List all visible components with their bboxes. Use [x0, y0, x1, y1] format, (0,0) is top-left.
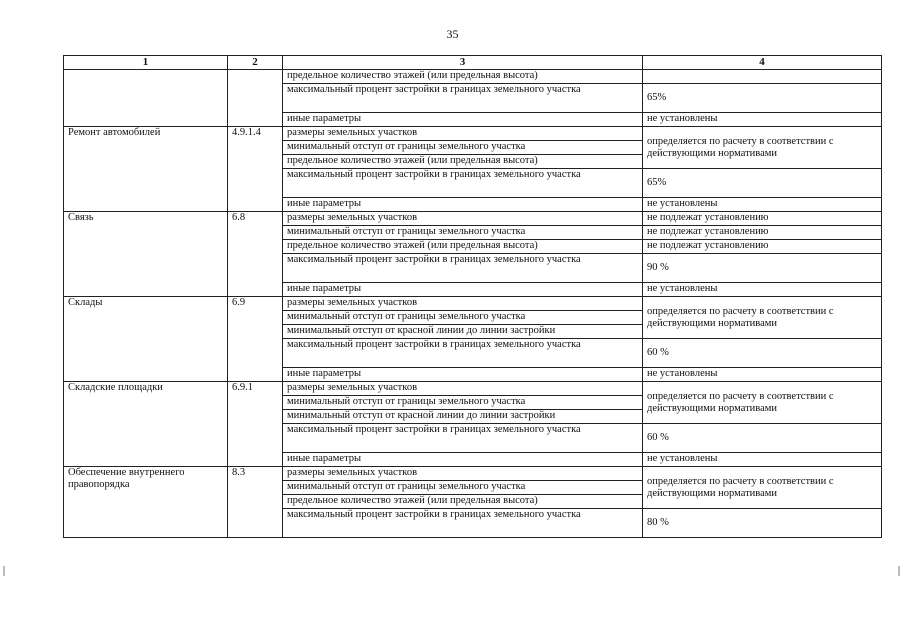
parameter-cell: минимальный отступ от границы земельного участка [283, 311, 643, 325]
use-code-cell: 6.9 [228, 297, 283, 382]
value-cell: определяется по расчету в соответствии с действующими нормативами [643, 467, 882, 509]
parameter-cell: иные параметры [283, 113, 643, 127]
parameter-cell: предельное количество этажей (или предельная высота) [283, 495, 643, 509]
table-row [64, 382, 882, 396]
parameter-cell: минимальный отступ от границы земельного участка [283, 226, 643, 240]
parameter-cell: иные параметры [283, 283, 643, 297]
parameter-cell: размеры земельных участков [283, 467, 643, 481]
use-code-cell: 8.3 [228, 467, 283, 538]
parameter-cell: максимальный процент застройки в границах земельного участка [283, 254, 643, 283]
parameter-cell: минимальный отступ от границы земельного участка [283, 481, 643, 495]
use-name-cell: Ремонт автомобилей [64, 127, 228, 212]
value-cell: не подлежат установлению [643, 240, 882, 254]
value-cell: 65% [643, 84, 882, 113]
value-cell: не подлежат установлению [643, 212, 882, 226]
parameter-cell: минимальный отступ от красной линии до линии застройки [283, 410, 643, 424]
column-header: 1 [64, 56, 228, 70]
value-cell: 65% [643, 169, 882, 198]
parameter-cell: иные параметры [283, 368, 643, 382]
value-cell: 60 % [643, 424, 882, 453]
column-header: 4 [643, 56, 882, 70]
table-row [64, 70, 882, 84]
use-name-cell: Складские площадки [64, 382, 228, 467]
use-code-cell: 4.9.1.4 [228, 127, 283, 212]
table-header-row [64, 56, 882, 70]
value-cell: 90 % [643, 254, 882, 283]
table-row [64, 297, 882, 311]
parameter-cell: размеры земельных участков [283, 127, 643, 141]
scan-edge-mark [898, 566, 900, 576]
column-header: 2 [228, 56, 283, 70]
parameter-cell: максимальный процент застройки в границах земельного участка [283, 169, 643, 198]
use-code-cell: 6.9.1 [228, 382, 283, 467]
use-code-cell: 6.8 [228, 212, 283, 297]
page-number: 35 [446, 27, 459, 41]
parameter-cell: размеры земельных участков [283, 297, 643, 311]
parameter-cell: предельное количество этажей (или предельная высота) [283, 70, 643, 84]
parameter-cell: предельное количество этажей (или предельная высота) [283, 240, 643, 254]
table-row [64, 212, 882, 226]
table-row [64, 127, 882, 141]
value-cell: определяется по расчету в соответствии с действующими нормативами [643, 127, 882, 169]
value-cell: не установлены [643, 283, 882, 297]
parameter-cell: предельное количество этажей (или предельная высота) [283, 155, 643, 169]
table-row [64, 467, 882, 481]
parameter-cell: минимальный отступ от границы земельного участка [283, 141, 643, 155]
value-cell: не подлежат установлению [643, 226, 882, 240]
use-name-cell: Связь [64, 212, 228, 297]
parameter-cell: максимальный процент застройки в границах земельного участка [283, 424, 643, 453]
use-code-cell [228, 70, 283, 127]
value-cell: определяется по расчету в соответствии с действующими нормативами [643, 297, 882, 339]
parameter-cell: максимальный процент застройки в границах земельного участка [283, 509, 643, 538]
parameter-cell: размеры земельных участков [283, 382, 643, 396]
value-cell: 80 % [643, 509, 882, 538]
use-name-cell: Склады [64, 297, 228, 382]
use-name-cell [64, 70, 228, 127]
scan-edge-mark [3, 566, 5, 576]
parameter-cell: минимальный отступ от границы земельного участка [283, 396, 643, 410]
parameter-cell: максимальный процент застройки в границах земельного участка [283, 339, 643, 368]
value-cell: не установлены [643, 113, 882, 127]
land-use-parameters-table [63, 55, 882, 538]
value-cell: 60 % [643, 339, 882, 368]
use-name-cell: Обеспечение внутреннего правопорядка [64, 467, 228, 538]
parameter-cell: иные параметры [283, 198, 643, 212]
parameter-cell: максимальный процент застройки в границах земельного участка [283, 84, 643, 113]
value-cell: не установлены [643, 198, 882, 212]
value-cell [643, 70, 882, 84]
parameter-cell: иные параметры [283, 453, 643, 467]
column-header: 3 [283, 56, 643, 70]
parameter-cell: минимальный отступ от красной линии до линии застройки [283, 325, 643, 339]
parameter-cell: размеры земельных участков [283, 212, 643, 226]
value-cell: не установлены [643, 453, 882, 467]
value-cell: не установлены [643, 368, 882, 382]
value-cell: определяется по расчету в соответствии с действующими нормативами [643, 382, 882, 424]
